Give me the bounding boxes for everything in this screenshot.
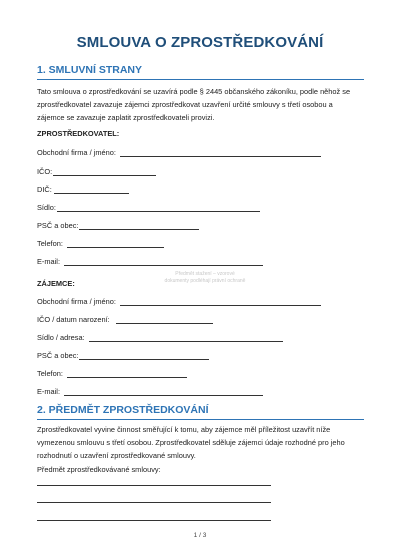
section-2-text: [37, 423, 367, 462]
fill-line[interactable]: [120, 305, 321, 306]
field-label: IČO / datum narození:: [37, 315, 110, 324]
fill-line[interactable]: [67, 377, 187, 378]
field-label: Telefon:: [37, 239, 63, 248]
page-number: 1 / 3: [193, 532, 207, 539]
broker-dic-field[interactable]: [37, 184, 167, 196]
section-2-line: rozhodnutí o uzavření zprostředkované smlouvy.: [37, 451, 196, 460]
broker-email-field[interactable]: [37, 256, 267, 268]
fill-line[interactable]: [64, 265, 263, 266]
field-label: Sídlo:: [37, 203, 56, 212]
fill-line[interactable]: [67, 247, 164, 248]
intro-line: zprostředkovatel zavazuje zájemci zprostředkovat uzavření určité smlouvy s třetí osobou a: [37, 100, 333, 109]
intro-line: zájemce se zavazuje zaplatit zprostředkovateli provizi.: [37, 113, 215, 122]
field-label: PSČ a obec:: [37, 351, 79, 360]
section-1-rule: [37, 79, 364, 80]
subject-blank-line[interactable]: [37, 485, 271, 486]
fill-line[interactable]: [79, 229, 199, 230]
client-email-field[interactable]: [37, 386, 267, 398]
broker-seat-field[interactable]: [37, 202, 267, 214]
broker-zip-field[interactable]: [37, 220, 207, 232]
fill-line[interactable]: [116, 323, 213, 324]
section-1-intro: [37, 85, 367, 124]
field-label: IČO:: [37, 167, 53, 176]
fill-line[interactable]: [89, 341, 283, 342]
broker-name-field[interactable]: [37, 147, 327, 159]
client-id-field[interactable]: [37, 314, 217, 326]
client-phone-field[interactable]: [37, 368, 197, 380]
fill-line[interactable]: [54, 193, 129, 194]
field-label: E-mail:: [37, 387, 60, 396]
subject-blank-line[interactable]: [37, 502, 271, 503]
broker-ico-field[interactable]: [37, 166, 167, 178]
fill-line[interactable]: [57, 211, 260, 212]
subject-blank-line[interactable]: [37, 520, 271, 521]
intro-line: Tato smlouva o zprostředkování se uzavírá podle § 2445 občanského zákoníku, podle něhož se: [37, 87, 351, 96]
client-zip-field[interactable]: [37, 350, 217, 362]
section-2-line: vymezenou smlouvu s třetí osobou. Zprostředkovatel sděluje zájemci údaje rozhodné pro jeho: [37, 438, 345, 447]
field-label: Telefon:: [37, 369, 63, 378]
field-label: Sídlo / adresa:: [37, 333, 85, 342]
watermark-line: Předmět stažení – vzorové: [175, 271, 235, 277]
broker-label: ZPROSTŘEDKOVATEL:: [37, 129, 120, 138]
subject-label: Předmět zprostředkovávané smlouvy:: [37, 465, 161, 474]
watermark-line: dokumenty podléhají právní ochraně: [164, 278, 246, 284]
field-label: E-mail:: [37, 257, 60, 266]
section-1-heading: 1. SMLUVNÍ STRANY: [37, 64, 143, 76]
section-2-line: Zprostředkovatel vyvine činnost směřující k tomu, aby zájemce měl příležitost uzavřít níže: [37, 425, 331, 434]
watermark: [150, 271, 260, 285]
broker-phone-field[interactable]: [37, 238, 177, 250]
section-2-heading: 2. PŘEDMĚT ZPROSTŘEDKOVÁNÍ: [37, 404, 209, 416]
fill-line[interactable]: [64, 395, 263, 396]
fill-line[interactable]: [120, 156, 321, 157]
fill-line[interactable]: [53, 175, 156, 176]
field-label: Obchodní firma / jméno:: [37, 148, 116, 157]
field-label: DIČ:: [37, 185, 52, 194]
client-name-field[interactable]: [37, 296, 327, 308]
document-title: SMLOUVA O ZPROSTŘEDKOVÁNÍ: [76, 34, 324, 51]
section-2-rule: [37, 419, 364, 420]
field-label: Obchodní firma / jméno:: [37, 297, 116, 306]
client-label: ZÁJEMCE:: [37, 279, 75, 288]
client-address-field[interactable]: [37, 332, 287, 344]
fill-line[interactable]: [79, 359, 209, 360]
field-label: PSČ a obec:: [37, 221, 79, 230]
